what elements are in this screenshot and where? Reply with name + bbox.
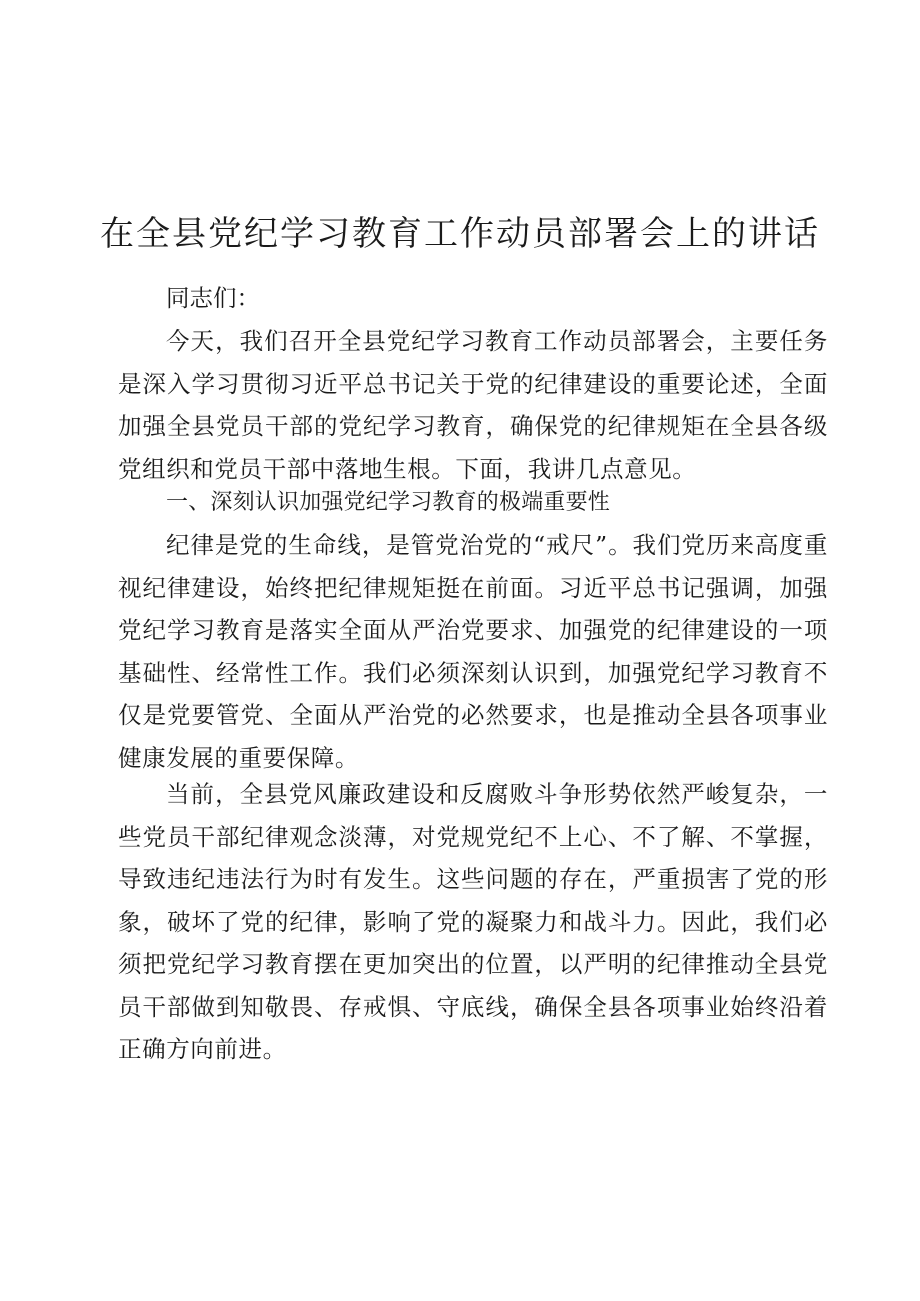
section-heading: 一、深刻认识加强党纪学习教育的极端重要性 [166, 490, 611, 515]
intro-paragraph: 今天，我们召开全县党纪学习教育工作动员部署会，主要任务是深入学习贯彻习近平总书记关于党的纪律建设的重要论述，全面加强全县党员干部的党纪学习教育，确保党的纪律规矩在全县各级党组织和党员干部中落地生根。下面，我讲几点意见。 [118, 327, 828, 483]
section1-paragraph2-block [118, 773, 828, 1071]
section1-paragraph1-block [118, 524, 828, 779]
document-title: 在全县党纪学习教育工作动员部署会上的讲话 [100, 214, 820, 254]
section1-paragraph-2: 当前，全县党风廉政建设和反腐败斗争形势依然严峻复杂，一些党员干部纪律观念淡薄，对党规党纪不上心、不了解、不掌握，导致违纪违法行为时有发生。这些问题的存在，严重损害了党的形象，破坏了党的纪律，影响了党的凝聚力和战斗力。因此，我们必须把党纪学习教育摆在更加突出的位置，以严明的纪律推动全县党员干部做到知敬畏、存戒惧、守底线，确保全县各项事业始终沿着正确方向前进。 [118, 780, 828, 1063]
section1-paragraph-1: 纪律是党的生命线，是管党治党的“戒尺”。我们党历来高度重视纪律建设，始终把纪律规矩挺在前面。习近平总书记强调，加强党纪学习教育是落实全面从严治党要求、加强党的纪律建设的一项基础性、经常性工作。我们必须深刻认识到，加强党纪学习教育不仅是党要管党、全面从严治党的必然要求，也是推动全县各项事业健康发展的重要保障。 [118, 531, 828, 772]
salutation: 同志们： [166, 284, 260, 312]
intro-block [118, 320, 828, 490]
